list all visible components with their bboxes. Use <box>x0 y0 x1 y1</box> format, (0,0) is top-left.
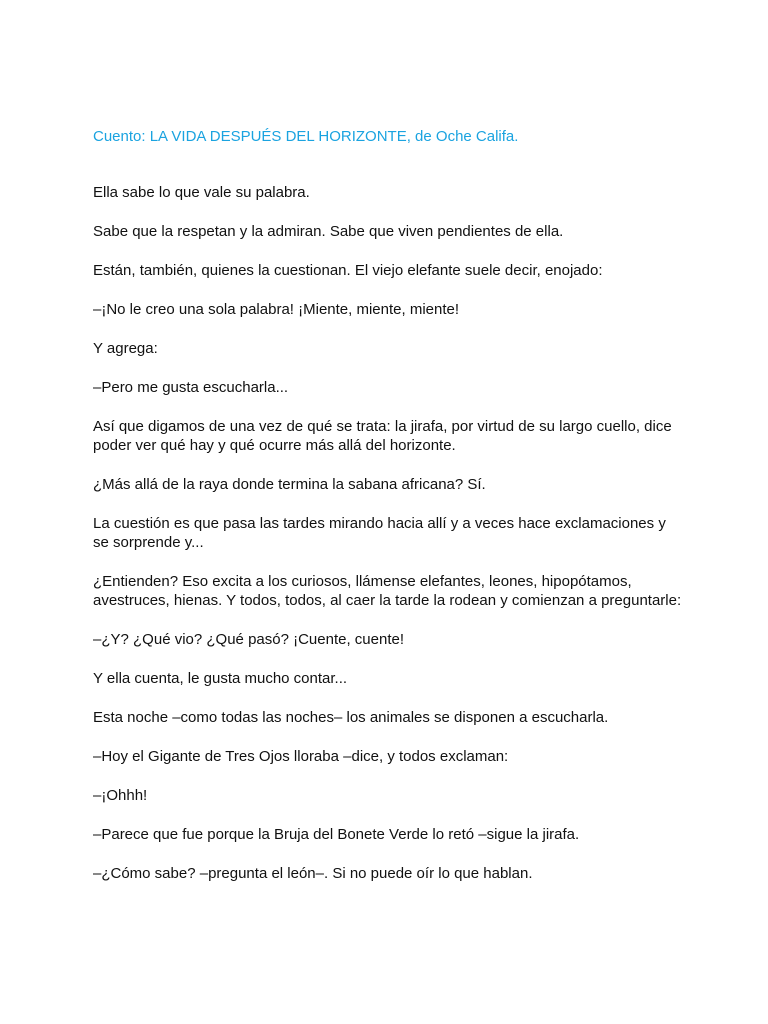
paragraph: –¿Cómo sabe? –pregunta el león–. Si no puede oír lo que hablan. <box>93 865 533 882</box>
paragraph: Y ella cuenta, le gusta mucho contar... <box>93 670 348 687</box>
paragraph: ¿Más allá de la raya donde termina la sabana africana? Sí. <box>93 476 486 493</box>
paragraph: –Pero me gusta escucharla... <box>93 379 289 396</box>
paragraph: ¿Entienden? Eso excita a los curiosos, llámense elefantes, leones, hipopótamos, avestruces, hienas. Y todos, todos, al caer la tarde la rodean y comienzan a preguntarle: <box>93 573 682 609</box>
paragraph: –Parece que fue porque la Bruja del Bonete Verde lo retó –sigue la jirafa. <box>93 826 580 843</box>
paragraph: –¿Y? ¿Qué vio? ¿Qué pasó? ¡Cuente, cuente! <box>93 631 405 648</box>
paragraph: Ella sabe lo que vale su palabra. <box>93 184 310 201</box>
document-page <box>93 127 683 903</box>
paragraph: Sabe que la respetan y la admiran. Sabe que viven pendientes de ella. <box>93 223 564 240</box>
paragraph: –Hoy el Gigante de Tres Ojos lloraba –dice, y todos exclaman: <box>93 748 509 765</box>
paragraph: Esta noche –como todas las noches– los animales se disponen a escucharla. <box>93 709 609 726</box>
paragraph: La cuestión es que pasa las tardes mirando hacia allí y a veces hace exclamaciones y se sorprende y... <box>93 515 666 551</box>
story-title: Cuento: LA VIDA DESPUÉS DEL HORIZONTE, de Oche Califa. <box>93 128 519 145</box>
paragraph: Así que digamos de una vez de qué se trata: la jirafa, por virtud de su largo cuello, dice poder ver qué hay y qué ocurre más allá del horizonte. <box>93 418 672 454</box>
paragraph: Están, también, quienes la cuestionan. El viejo elefante suele decir, enojado: <box>93 262 603 279</box>
paragraph: Y agrega: <box>93 340 158 357</box>
paragraph: –¡No le creo una sola palabra! ¡Miente, miente, miente! <box>93 301 460 318</box>
paragraph: –¡Ohhh! <box>93 787 148 804</box>
